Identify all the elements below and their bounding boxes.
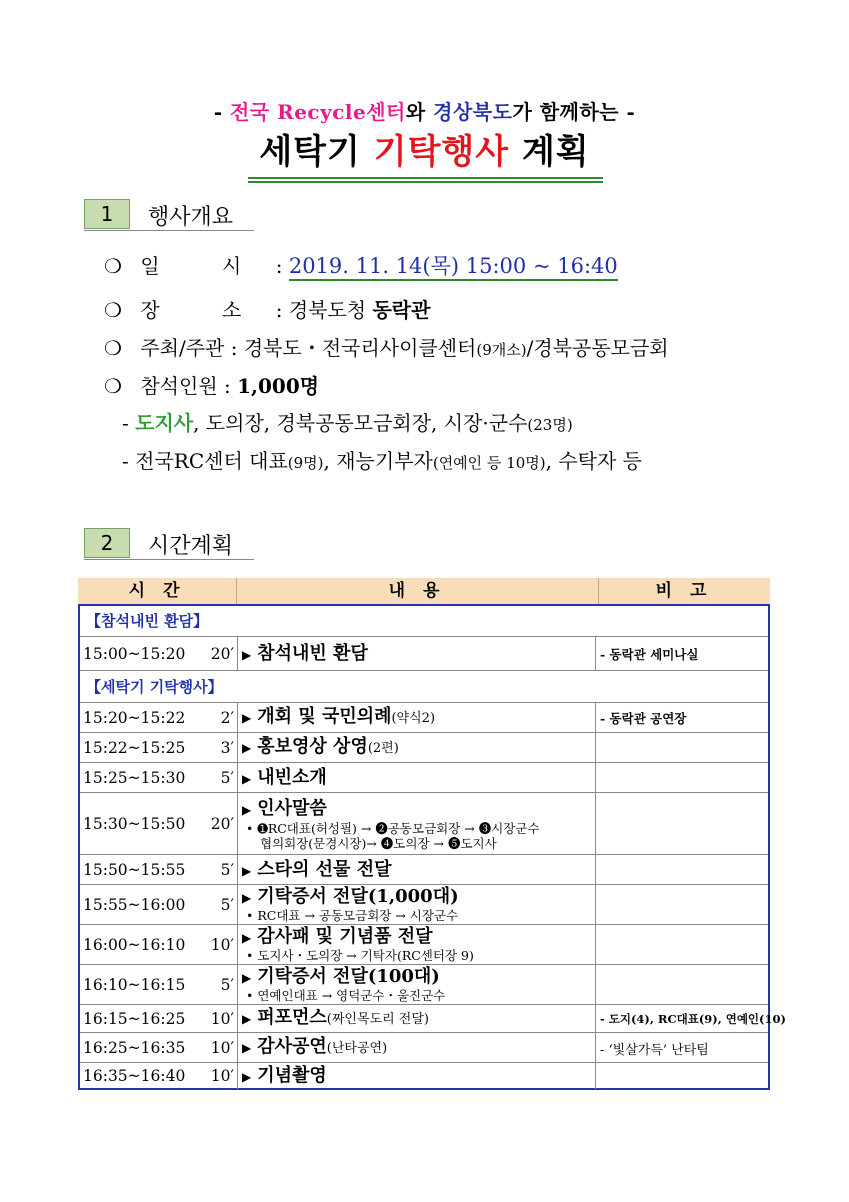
bullet-icon: ❍ <box>104 298 122 322</box>
attend-sub1 <box>122 407 573 436</box>
arrow-icon: ▶ <box>242 863 252 878</box>
row-title: 감사공연 <box>257 1036 327 1057</box>
sub2-dash: - <box>122 449 129 473</box>
arrow-icon: ▶ <box>242 741 252 755</box>
row-time: 15:30~15:50 <box>83 815 186 833</box>
table-row <box>80 636 768 671</box>
row-note <box>596 763 768 793</box>
section2-label: 시간계획 <box>148 534 234 559</box>
row-note: - 동락관 세미나실 <box>600 647 699 662</box>
attend-label: 참석인원 <box>140 374 218 398</box>
row-note: - 동락관 공연장 <box>600 711 687 726</box>
colon: : <box>275 298 283 322</box>
arrow-icon: ▶ <box>242 771 252 786</box>
section1-number: 1 <box>84 199 130 229</box>
table-header <box>78 578 770 604</box>
bullet-icon: • <box>246 948 254 963</box>
row-minutes: 5′ <box>188 885 238 925</box>
row-note <box>596 965 768 1005</box>
row-minutes: 10′ <box>188 1033 238 1063</box>
bullet-icon: ❍ <box>104 254 122 278</box>
row-note <box>596 1063 768 1089</box>
row-minutes: 10′ <box>188 1005 238 1033</box>
arrow-icon: ▶ <box>242 971 252 985</box>
colon: : <box>230 336 238 360</box>
table-row <box>80 1062 768 1089</box>
attend-sub2 <box>122 445 642 474</box>
row-note: - 도지(4), RC대표(9), 연예인(10) <box>600 1012 786 1026</box>
row-minutes: 10′ <box>188 925 238 965</box>
table-row <box>80 924 768 965</box>
row-sub1: RC대표 → 공동모금회장 → 시장군수 <box>257 908 459 923</box>
table-row <box>80 854 768 885</box>
table-row <box>80 732 768 763</box>
sub2-d: (연예인 등 10명) <box>432 454 546 472</box>
row-time: 15:20~15:22 <box>83 709 186 727</box>
row-title: 기탁증서 전달(1,000대) <box>257 886 459 907</box>
arrow-icon: ▶ <box>242 931 252 945</box>
row-sub2: 협의회장(문경시장)→ ➍도의장 → ➎도지사 <box>260 835 497 851</box>
row-title: 홍보영상 상영 <box>257 736 368 757</box>
attend-value: 1,000명 <box>237 374 320 398</box>
row-sub1: 도지사・도의장 → 기탁자(RC센터장 9) <box>257 948 474 963</box>
subtitle <box>0 96 849 125</box>
subtitle-part3: 경상북도 <box>433 100 513 124</box>
row-note: - ‘빛살가득’ 난타팀 <box>600 1042 709 1058</box>
arrow-icon: ▶ <box>242 891 252 905</box>
sub2-c: , 재능기부자 <box>323 449 433 473</box>
schedule-table <box>78 604 786 1090</box>
subtitle-part2: 와 <box>405 100 426 124</box>
title-part1: 세탁기 <box>259 132 361 172</box>
row-note <box>596 855 768 885</box>
section2-number: 2 <box>84 528 130 558</box>
row-time: 15:22~15:25 <box>83 739 186 757</box>
sub2-a: 전국RC센터 대표 <box>135 449 288 473</box>
row-time: 15:00~15:20 <box>83 645 186 663</box>
subtitle-part4: 가 함께하는 <box>512 100 620 124</box>
row-minutes: 5′ <box>188 763 238 793</box>
arrow-icon: ▶ <box>242 802 252 817</box>
bullet-icon: • <box>246 820 254 836</box>
attend-row <box>104 370 319 399</box>
row-note <box>596 885 768 925</box>
row-title: 내빈소개 <box>257 766 327 788</box>
arrow-icon: ▶ <box>242 1069 252 1084</box>
place-value-a: 경북도청 <box>288 298 367 322</box>
row-minutes: 5′ <box>188 855 238 885</box>
row-note <box>596 733 768 763</box>
row-time: 16:35~16:40 <box>83 1067 186 1085</box>
date-row <box>104 250 618 280</box>
row-title: 인사말씀 <box>257 797 327 819</box>
row-sub1: ➊RC대표(허성필) → ➋공동모금회장 → ➌시장군수 <box>257 820 540 836</box>
arrow-icon: ▶ <box>242 1012 252 1026</box>
row-minutes: 10′ <box>188 1063 238 1089</box>
row-note <box>596 793 768 855</box>
row-time: 16:15~16:25 <box>83 1010 186 1028</box>
row-title: 기탁증서 전달(100대) <box>257 966 440 987</box>
row-time: 16:25~16:35 <box>83 1039 186 1057</box>
subtitle-dash-left: - <box>213 100 223 124</box>
arrow-icon: ▶ <box>242 711 252 725</box>
group-header-2: 【세탁기 기탁행사】 <box>80 670 768 702</box>
host-value-c: /경북공동모금회 <box>526 336 669 360</box>
row-minutes: 2′ <box>188 703 238 733</box>
sub1-count: (23명) <box>527 416 573 434</box>
place-value-b: 동락관 <box>372 298 431 322</box>
row-title: 기념촬영 <box>257 1064 327 1086</box>
host-value-a: 경북도・전국리사이클센터 <box>243 336 477 360</box>
page-title <box>0 124 849 173</box>
col-time-header: 시 간 <box>128 581 186 601</box>
subtitle-part1: 전국 Recycle센터 <box>229 100 406 124</box>
section2-underline <box>84 559 254 560</box>
row-time: 15:25~15:30 <box>83 769 186 787</box>
date-value: 2019. 11. 14(목) 15:00 ~ 16:40 <box>289 254 618 281</box>
host-value-b: (9개소) <box>476 341 527 359</box>
table-row <box>80 884 768 925</box>
table-row <box>80 1032 768 1063</box>
row-title: 개회 및 국민의례 <box>257 706 392 727</box>
colon: : <box>275 254 283 278</box>
section1-underline <box>84 230 254 231</box>
row-time: 15:50~15:55 <box>83 861 186 879</box>
sub2-b: (9명) <box>287 454 324 472</box>
place-row <box>104 294 430 323</box>
arrow-icon: ▶ <box>242 647 252 662</box>
table-row <box>80 792 768 855</box>
row-paren: (짜인목도리 전달) <box>326 1012 429 1027</box>
row-minutes: 20′ <box>188 637 238 671</box>
section1-label: 행사개요 <box>148 205 234 230</box>
table-row <box>80 762 768 793</box>
bullet-icon: • <box>246 908 254 923</box>
bullet-icon: ❍ <box>104 336 122 360</box>
sub1-rest: , 도의장, 경북공동모금회장, 시장·군수 <box>193 411 528 435</box>
group-header-1: 【참석내빈 환담】 <box>86 612 209 630</box>
host-row <box>104 332 669 361</box>
row-paren: (2편) <box>367 741 399 756</box>
title-part2: 기탁행사 <box>373 132 510 172</box>
arrow-icon: ▶ <box>242 1041 252 1055</box>
title-underline <box>248 177 603 183</box>
sub2-e: , 수탁자 등 <box>545 449 642 473</box>
row-time: 15:55~16:00 <box>83 896 186 914</box>
row-title: 스타의 선물 전달 <box>257 858 392 880</box>
table-row <box>80 964 768 1005</box>
host-label: 주최/주관 <box>140 336 225 360</box>
col-note-header: 비 고 <box>655 581 713 601</box>
row-sub1: 연예인대표 → 영덕군수・울진군수 <box>257 988 446 1003</box>
table-row <box>80 1004 786 1033</box>
row-title: 감사패 및 기념품 전달 <box>257 926 433 947</box>
row-note <box>596 925 768 965</box>
row-paren: (약식2) <box>391 711 436 726</box>
place-label: 장 소 <box>140 298 270 322</box>
subtitle-dash-right: - <box>626 100 636 124</box>
bullet-icon: • <box>246 988 254 1003</box>
date-label: 일 시 <box>140 254 270 278</box>
bullet-icon: ❍ <box>104 374 122 398</box>
row-minutes: 20′ <box>188 793 238 855</box>
title-part3: 계획 <box>521 132 590 172</box>
col-content-header: 내 용 <box>388 581 446 601</box>
sub1-governor: 도지사 <box>135 411 194 435</box>
row-minutes: 3′ <box>188 733 238 763</box>
row-title: 퍼포먼스 <box>257 1007 327 1028</box>
table-row <box>80 702 768 733</box>
row-title: 참석내빈 환담 <box>257 642 368 664</box>
colon: : <box>224 374 231 398</box>
sub1-dash: - <box>122 411 129 435</box>
row-paren: (난타공연) <box>326 1041 388 1056</box>
row-minutes: 5′ <box>188 965 238 1005</box>
row-time: 16:10~16:15 <box>83 976 186 994</box>
row-time: 16:00~16:10 <box>83 936 186 954</box>
